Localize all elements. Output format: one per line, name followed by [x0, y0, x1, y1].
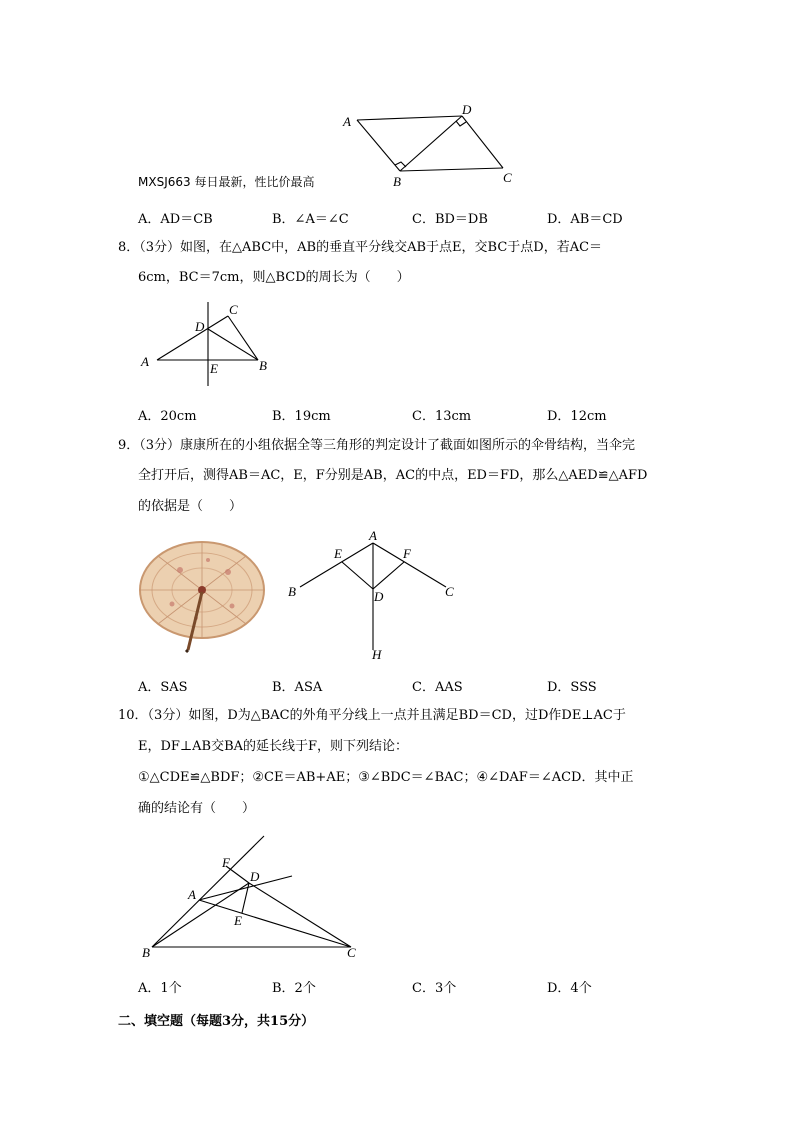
- q8-option-d[interactable]: D．12cm: [547, 409, 607, 424]
- q9-option-c[interactable]: C．AAS: [412, 680, 463, 695]
- section-title: 二、填空题（每题3分，共15分）: [118, 1014, 315, 1029]
- q10-label-e: E: [234, 913, 242, 928]
- q9-label-b: B: [288, 584, 296, 599]
- q8-option-b[interactable]: B．19cm: [272, 409, 331, 424]
- q8-option-a[interactable]: A．20cm: [138, 409, 197, 424]
- q10-label-b: B: [142, 945, 150, 960]
- q7-option-b[interactable]: B．∠A＝∠C: [272, 212, 349, 227]
- q10-label-a: A: [188, 887, 196, 902]
- q10-stem-line1: 10．（3分）如图，D为△BAC的外角平分线上一点并且满足BD＝CD，过D作DE⊥AC于: [118, 708, 626, 723]
- q8-label-e: E: [210, 361, 218, 376]
- q9-label-a: A: [369, 528, 377, 543]
- q7-label-c: C: [503, 170, 512, 185]
- q8-stem-line2: 6cm，BC＝7cm，则△BCD的周长为（ ）: [138, 270, 410, 285]
- q9-option-b[interactable]: B．ASA: [272, 680, 323, 695]
- q10-option-a[interactable]: A．1个: [138, 981, 182, 996]
- q9-stem-line3: 的依据是（ ）: [138, 499, 243, 514]
- q9-option-a[interactable]: A．SAS: [138, 680, 188, 695]
- q7-label-b: B: [393, 174, 401, 189]
- q8-stem-line1: 8．（3分）如图，在△ABC中，AB的垂直平分线交AB于点E，交BC于点D，若AC＝: [118, 240, 603, 255]
- watermark-text: MXSJ663 每日最新，性比价最高: [138, 175, 315, 189]
- q8-label-c: C: [229, 302, 238, 317]
- q10-segment-dc: [249, 883, 351, 947]
- q10-stem-line2: E，DF⊥AB交BA的延长线于F，则下列结论：: [138, 739, 409, 754]
- q10-option-d[interactable]: D．4个: [547, 981, 592, 996]
- q10-label-c: C: [347, 945, 356, 960]
- q8-option-c[interactable]: C．13cm: [412, 409, 472, 424]
- q8-label-a: A: [141, 354, 149, 369]
- q10-label-f: F: [222, 855, 230, 870]
- q9-label-d: D: [374, 589, 384, 604]
- q9-label-c: C: [445, 584, 454, 599]
- q10-option-b[interactable]: B．2个: [272, 981, 316, 996]
- q8-label-d: D: [195, 319, 205, 334]
- q7-label-a: A: [343, 114, 351, 129]
- q8-label-b: B: [259, 358, 267, 373]
- q7-option-d[interactable]: D．AB＝CD: [547, 212, 623, 227]
- q10-stem-line3: ①△CDE≌△BDF；②CE＝AB+AE；③∠BDC＝∠BAC；④∠DAF＝∠ACD．其中正: [138, 770, 634, 785]
- q10-stem-line4: 确的结论有（ ）: [138, 801, 256, 816]
- q9-option-d[interactable]: D．SSS: [547, 680, 597, 695]
- q10-label-d: D: [250, 869, 260, 884]
- q9-stem-line1: 9．（3分）康康所在的小组依据全等三角形的判定设计了截面如图所示的伞骨结构，当伞完: [118, 438, 636, 453]
- q10-segment-ac: [199, 900, 351, 947]
- q7-label-d: D: [462, 102, 472, 117]
- q9-label-e: E: [334, 546, 342, 561]
- q7-option-c[interactable]: C．BD＝DB: [412, 212, 488, 227]
- q9-stem-line2: 全打开后，测得AB＝AC，E，F分别是AB，AC的中点，ED＝FD，那么△AED≌△AFD: [138, 468, 648, 483]
- q9-label-h: H: [372, 647, 382, 662]
- q7-option-a[interactable]: A．AD＝CB: [138, 212, 213, 227]
- q9-label-f: F: [403, 546, 411, 561]
- q10-option-c[interactable]: C．3个: [412, 981, 457, 996]
